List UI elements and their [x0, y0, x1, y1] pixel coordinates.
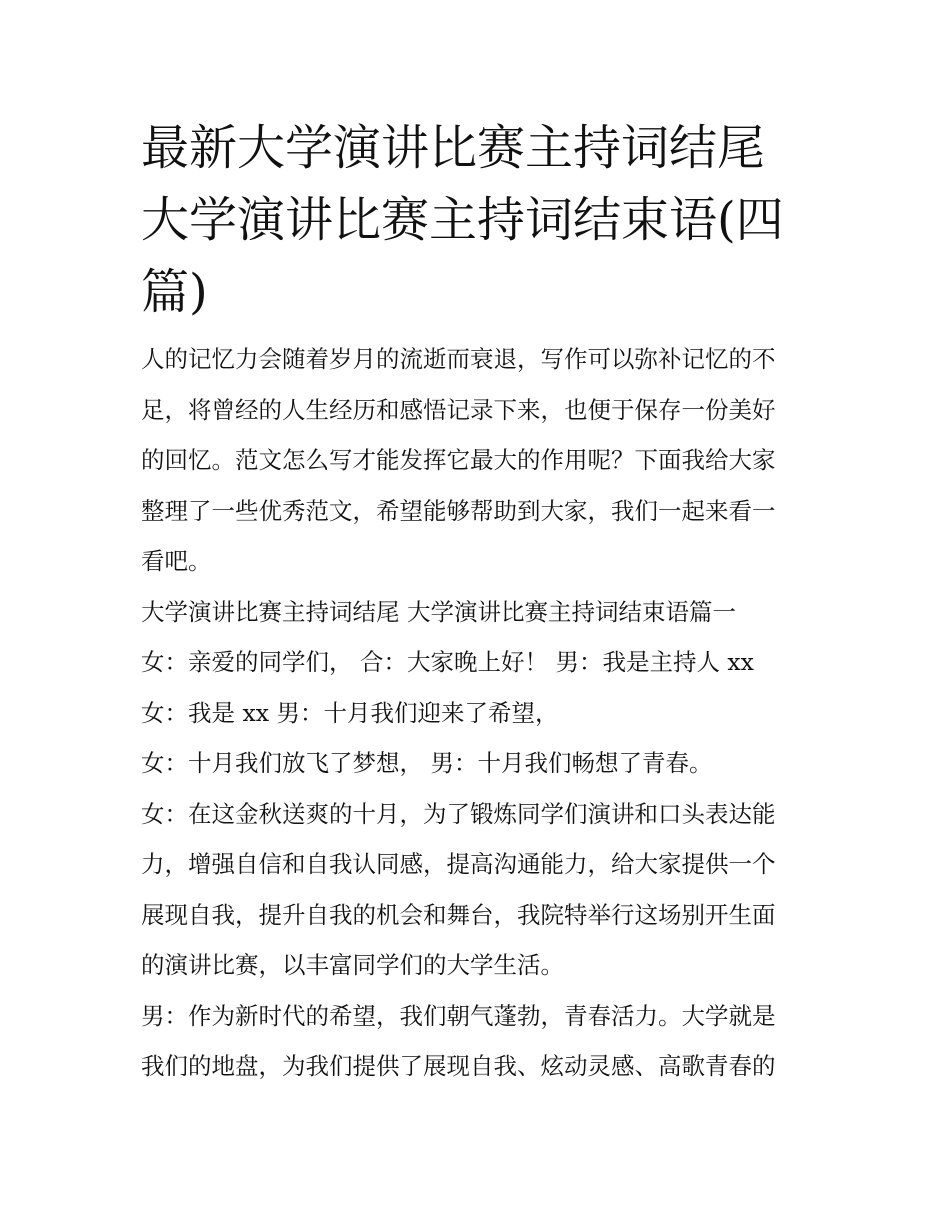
dialogue-paragraph — [141, 789, 813, 991]
text-line: 展现自我，提升自我的机会和舞台，我院特举行这场别开生面 — [141, 900, 776, 929]
document-page — [141, 112, 813, 1092]
text-line: 的回忆。范文怎么写才能发挥它最大的作用呢？下面我给大家 — [141, 446, 776, 474]
text-line: 女：我是 xx 男：十月我们迎来了希望， — [141, 698, 559, 727]
text-line: 我们的地盘，为我们提供了展现自我、炫动灵感、高歌青春的 — [141, 1052, 776, 1080]
dialogue-paragraph — [141, 637, 813, 688]
intro-paragraph — [141, 334, 813, 587]
document-title — [141, 112, 813, 328]
title-line: 大学演讲比赛主持词结束语(四 — [141, 192, 784, 248]
section-heading — [141, 587, 813, 638]
text-line: 整理了一些优秀范文，希望能够帮助到大家，我们一起来看一 — [141, 496, 776, 525]
text-line: 女：十月我们放飞了梦想， 男：十月我们畅想了青春。 — [141, 749, 713, 777]
text-line: 男：作为新时代的希望，我们朝气蓬勃，青春活力。大学就是 — [141, 1001, 776, 1030]
text-line: 女：在这金秋送爽的十月，为了锻炼同学们演讲和口头表达能 — [141, 799, 776, 828]
text-line: 人的记忆力会随着岁月的流逝而衰退，写作可以弥补记忆的不 — [141, 345, 776, 373]
dialogue-paragraph — [141, 738, 813, 789]
text-line: 足，将曾经的人生经历和感悟记录下来，也便于保存一份美好 — [141, 395, 776, 424]
dialogue-paragraph — [141, 688, 813, 739]
text-line: 女：亲爱的同学们， 合：大家晚上好！ 男：我是主持人 xx — [141, 648, 754, 676]
title-line: 篇) — [141, 264, 208, 320]
title-line: 最新大学演讲比赛主持词结尾 — [141, 120, 766, 176]
text-line: 力，增强自信和自我认同感，提高沟通能力，给大家提供一个 — [141, 850, 776, 878]
text-line: 大学演讲比赛主持词结尾 大学演讲比赛主持词结束语篇一 — [141, 597, 736, 626]
text-line: 的演讲比赛，以丰富同学们的大学生活。 — [141, 951, 564, 979]
dialogue-paragraph — [141, 991, 813, 1092]
text-line: 看吧。 — [141, 547, 212, 575]
